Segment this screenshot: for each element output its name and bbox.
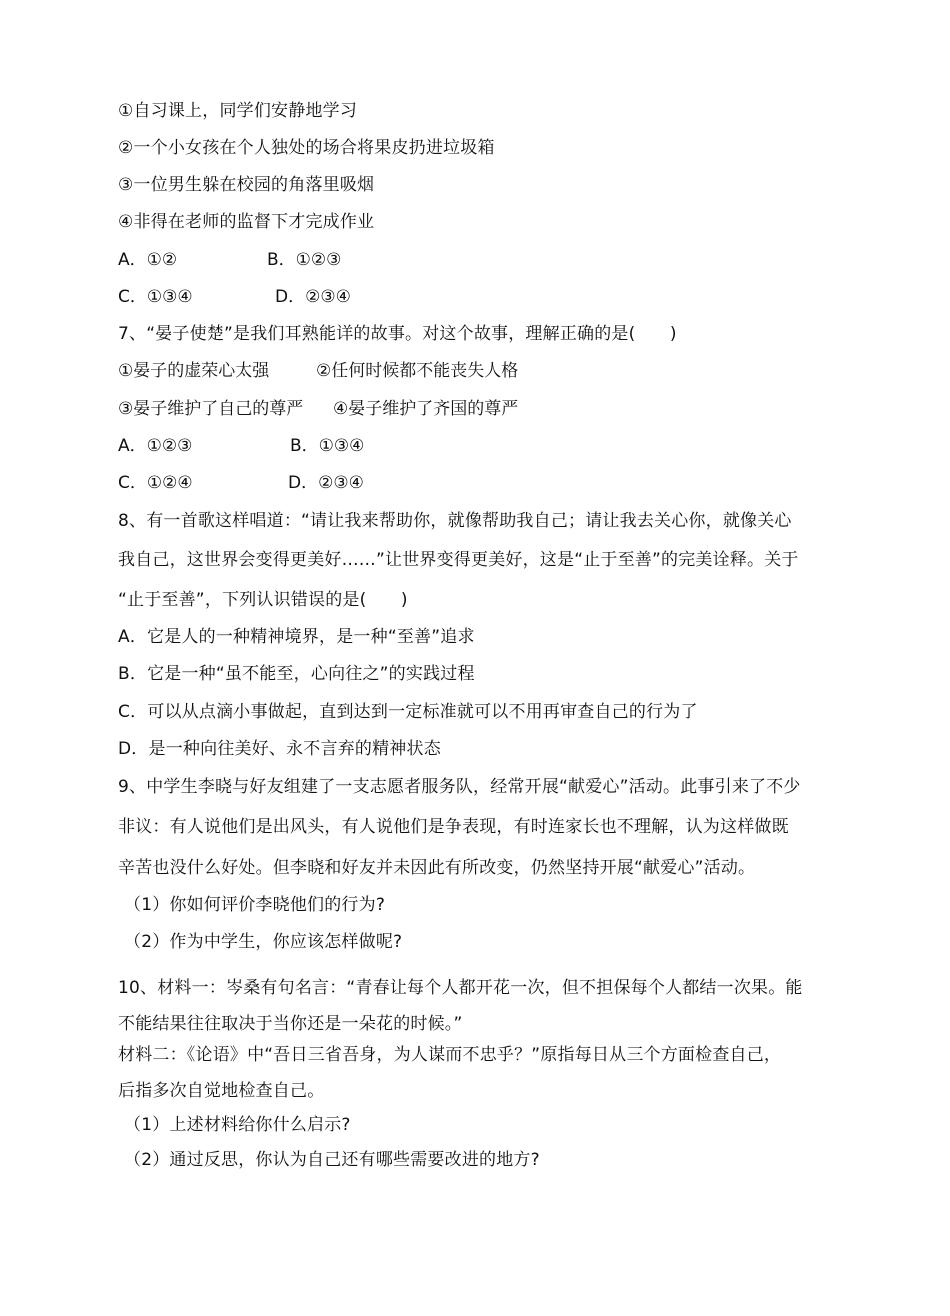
q8-option-a: A．它是人的一种精神境界，是一种“至善”追求 [118, 627, 475, 647]
q6-option-a: A．①② [118, 250, 178, 270]
q6-item-1: ①自习课上，同学们安静地学习 [118, 101, 358, 121]
q8-stem-line-3: “止于至善”，下列认识错误的是( ) [118, 590, 408, 610]
q10-stem-line-1: 10、材料一：岑桑有句名言：“青春让每个人都开花一次，但不担保每个人都结一次果。能 [118, 978, 803, 998]
q9-sub-question-1: （1）你如何评价李晓他们的行为? [124, 895, 386, 915]
q8-option-c: C．可以从点滴小事做起，直到达到一定标准就可以不用再审查自己的行为了 [118, 702, 698, 722]
q6-item-4: ④非得在老师的监督下才完成作业 [118, 212, 375, 232]
q8-option-b: B．它是一种“虽不能至，心向往之”的实践过程 [118, 664, 475, 684]
q10-material-2-line-1: 材料二：《论语》中“吾日三省吾身，为人谋而不忠乎？”原指每日从三个方面检查自己， [118, 1045, 782, 1065]
q7-item-3: ③晏子维护了自己的尊严 [118, 399, 304, 419]
q8-option-d: D．是一种向往美好、永不言弃的精神状态 [118, 739, 441, 759]
q7-option-a: A．①②③ [118, 436, 193, 456]
q9-stem-line-1: 9、中学生李晓与好友组建了一支志愿者服务队，经常开展“献爱心”活动。此事引来了不少 [118, 777, 801, 797]
q7-option-c: C．①②④ [118, 473, 193, 493]
q7-item-2: ②任何时候都不能丧失人格 [316, 361, 519, 381]
q7-option-d: D．②③④ [288, 473, 364, 493]
q10-material-2-line-2: 后指多次自觉地检查自己。 [118, 1081, 325, 1101]
q10-sub-question-2: （2）通过反思，你认为自己还有哪些需要改进的地方? [124, 1150, 540, 1170]
q7-option-b: B．①③④ [290, 436, 365, 456]
q6-item-2: ②一个小女孩在个人独处的场合将果皮扔进垃圾箱 [118, 138, 495, 158]
q8-stem-line-1: 8、有一首歌这样唱道：“请让我来帮助你，就像帮助我自己；请让我去关心你，就像关心 [118, 511, 792, 531]
q6-option-b: B．①②③ [267, 250, 342, 270]
q6-option-d: D．②③④ [275, 287, 351, 307]
q8-stem-line-2: 我自己，这世界会变得更美好……”让世界变得更美好，这是“止于至善”的完美诠释。关于 [118, 550, 799, 570]
q10-stem-line-2: 不能结果往往取决于当你还是一朵花的时候。” [118, 1014, 463, 1034]
q6-item-3: ③一位男生躲在校园的角落里吸烟 [118, 175, 375, 195]
q7-stem: 7、“晏子使楚”是我们耳熟能详的故事。对这个故事，理解正确的是( ) [118, 324, 677, 344]
q10-sub-question-1: （1）上述材料给你什么启示? [124, 1115, 351, 1135]
q9-stem-line-2: 非议：有人说他们是出风头，有人说他们是争表现，有时连家长也不理解，认为这样做既 [118, 817, 789, 837]
q9-stem-line-3: 辛苦也没什么好处。但李晓和好友并未因此有所改变，仍然坚持开展“献爱心”活动。 [118, 858, 756, 878]
q9-sub-question-2: （2）作为中学生，你应该怎样做呢? [124, 932, 403, 952]
q7-item-4: ④晏子维护了齐国的尊严 [333, 399, 519, 419]
q6-option-c: C．①③④ [118, 287, 193, 307]
q7-item-1: ①晏子的虚荣心太强 [118, 361, 270, 381]
